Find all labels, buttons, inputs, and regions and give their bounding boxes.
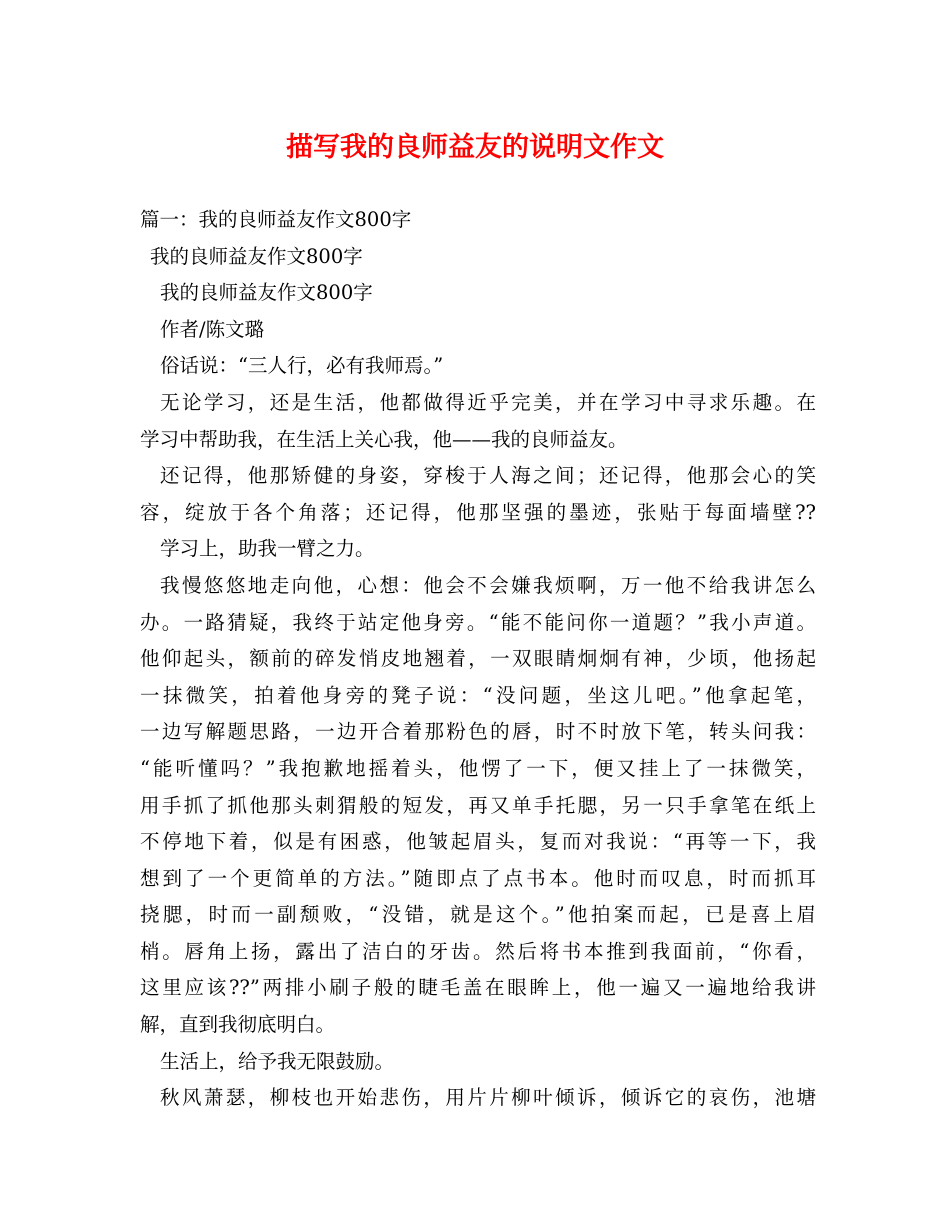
paragraph-line: 用手抓了抓他那头刺猬般的短发，再又单手托腮，另一只手拿笔在纸上 xyxy=(140,793,816,817)
paragraph-line: 办。一路猜疑，我终于站定他身旁。“能不能问你一道题？”我小声道。 xyxy=(140,610,816,634)
paragraph-line: 还记得，他那矫健的身姿，穿梭于人海之间；还记得，他那会心的笑 xyxy=(160,464,816,488)
document-title: 描写我的良师益友的说明文作文 xyxy=(286,132,664,163)
paragraph-line: 他仰起头，额前的碎发悄皮地翘着，一双眼睛炯炯有神，少顷，他扬起 xyxy=(140,647,816,671)
paragraph-line: 梢。唇角上扬，露出了洁白的牙齿。然后将书本推到我面前，“你看， xyxy=(140,939,816,963)
document-body xyxy=(140,202,816,1117)
paragraph-line: 俗话说：“三人行，必有我师焉。” xyxy=(160,354,444,378)
article-heading: 篇一：我的良师益友作文800字 xyxy=(140,208,412,231)
paragraph-line: 无论学习，还是生活，他都做得近乎完美，并在学习中寻求乐趣。在 xyxy=(160,390,816,414)
paragraph-line: 想到了一个更简单的方法。”随即点了点书本。他时而叹息，时而抓耳 xyxy=(140,866,816,890)
paragraph-line: 一边写解题思路，一边开合着那粉色的唇，时不时放下笔，转头问我： xyxy=(140,720,816,744)
paragraph-line: 不停地下着，似是有困惑，他皱起眉头，复而对我说：“再等一下，我 xyxy=(140,830,816,854)
paragraph-line: 学习上，助我一臂之力。 xyxy=(160,537,375,561)
paragraph-line: “能听懂吗？”我抱歉地摇着头，他愣了一下，便又挂上了一抹微笑， xyxy=(140,756,816,780)
paragraph-line: 容，绽放于各个角落；还记得，他那坚强的墨迹，张贴于每面墙壁?? xyxy=(140,500,816,524)
author-line: 作者/陈文璐 xyxy=(160,317,265,341)
subheading: 我的良师益友作文800字 xyxy=(160,281,373,305)
paragraph-line: 这里应该??”两排小刷子般的睫毛盖在眼眸上，他一遍又一遍地给我讲 xyxy=(140,976,816,1000)
paragraph-line: 生活上，给予我无限鼓励。 xyxy=(160,1049,395,1073)
paragraph-line: 一抹微笑，拍着他身旁的凳子说：“没问题，坐这儿吧。”他拿起笔， xyxy=(140,683,816,707)
paragraph-line: 我慢悠悠地走向他，心想：他会不会嫌我烦啊，万一他不给我讲怎么 xyxy=(160,573,816,597)
paragraph-line: 学习中帮助我，在生活上关心我，他——我的良师益友。 xyxy=(140,427,628,451)
paragraph-line: 挠腮，时而一副颓败，“没错，就是这个。”他拍案而起，已是喜上眉 xyxy=(140,903,816,927)
subheading: 我的良师益友作文800字 xyxy=(150,244,363,268)
paragraph-line: 秋风萧瑟，柳枝也开始悲伤，用片片柳叶倾诉，倾诉它的哀伤，池塘 xyxy=(160,1086,816,1110)
paragraph-line: 解，直到我彻底明白。 xyxy=(140,1013,336,1037)
